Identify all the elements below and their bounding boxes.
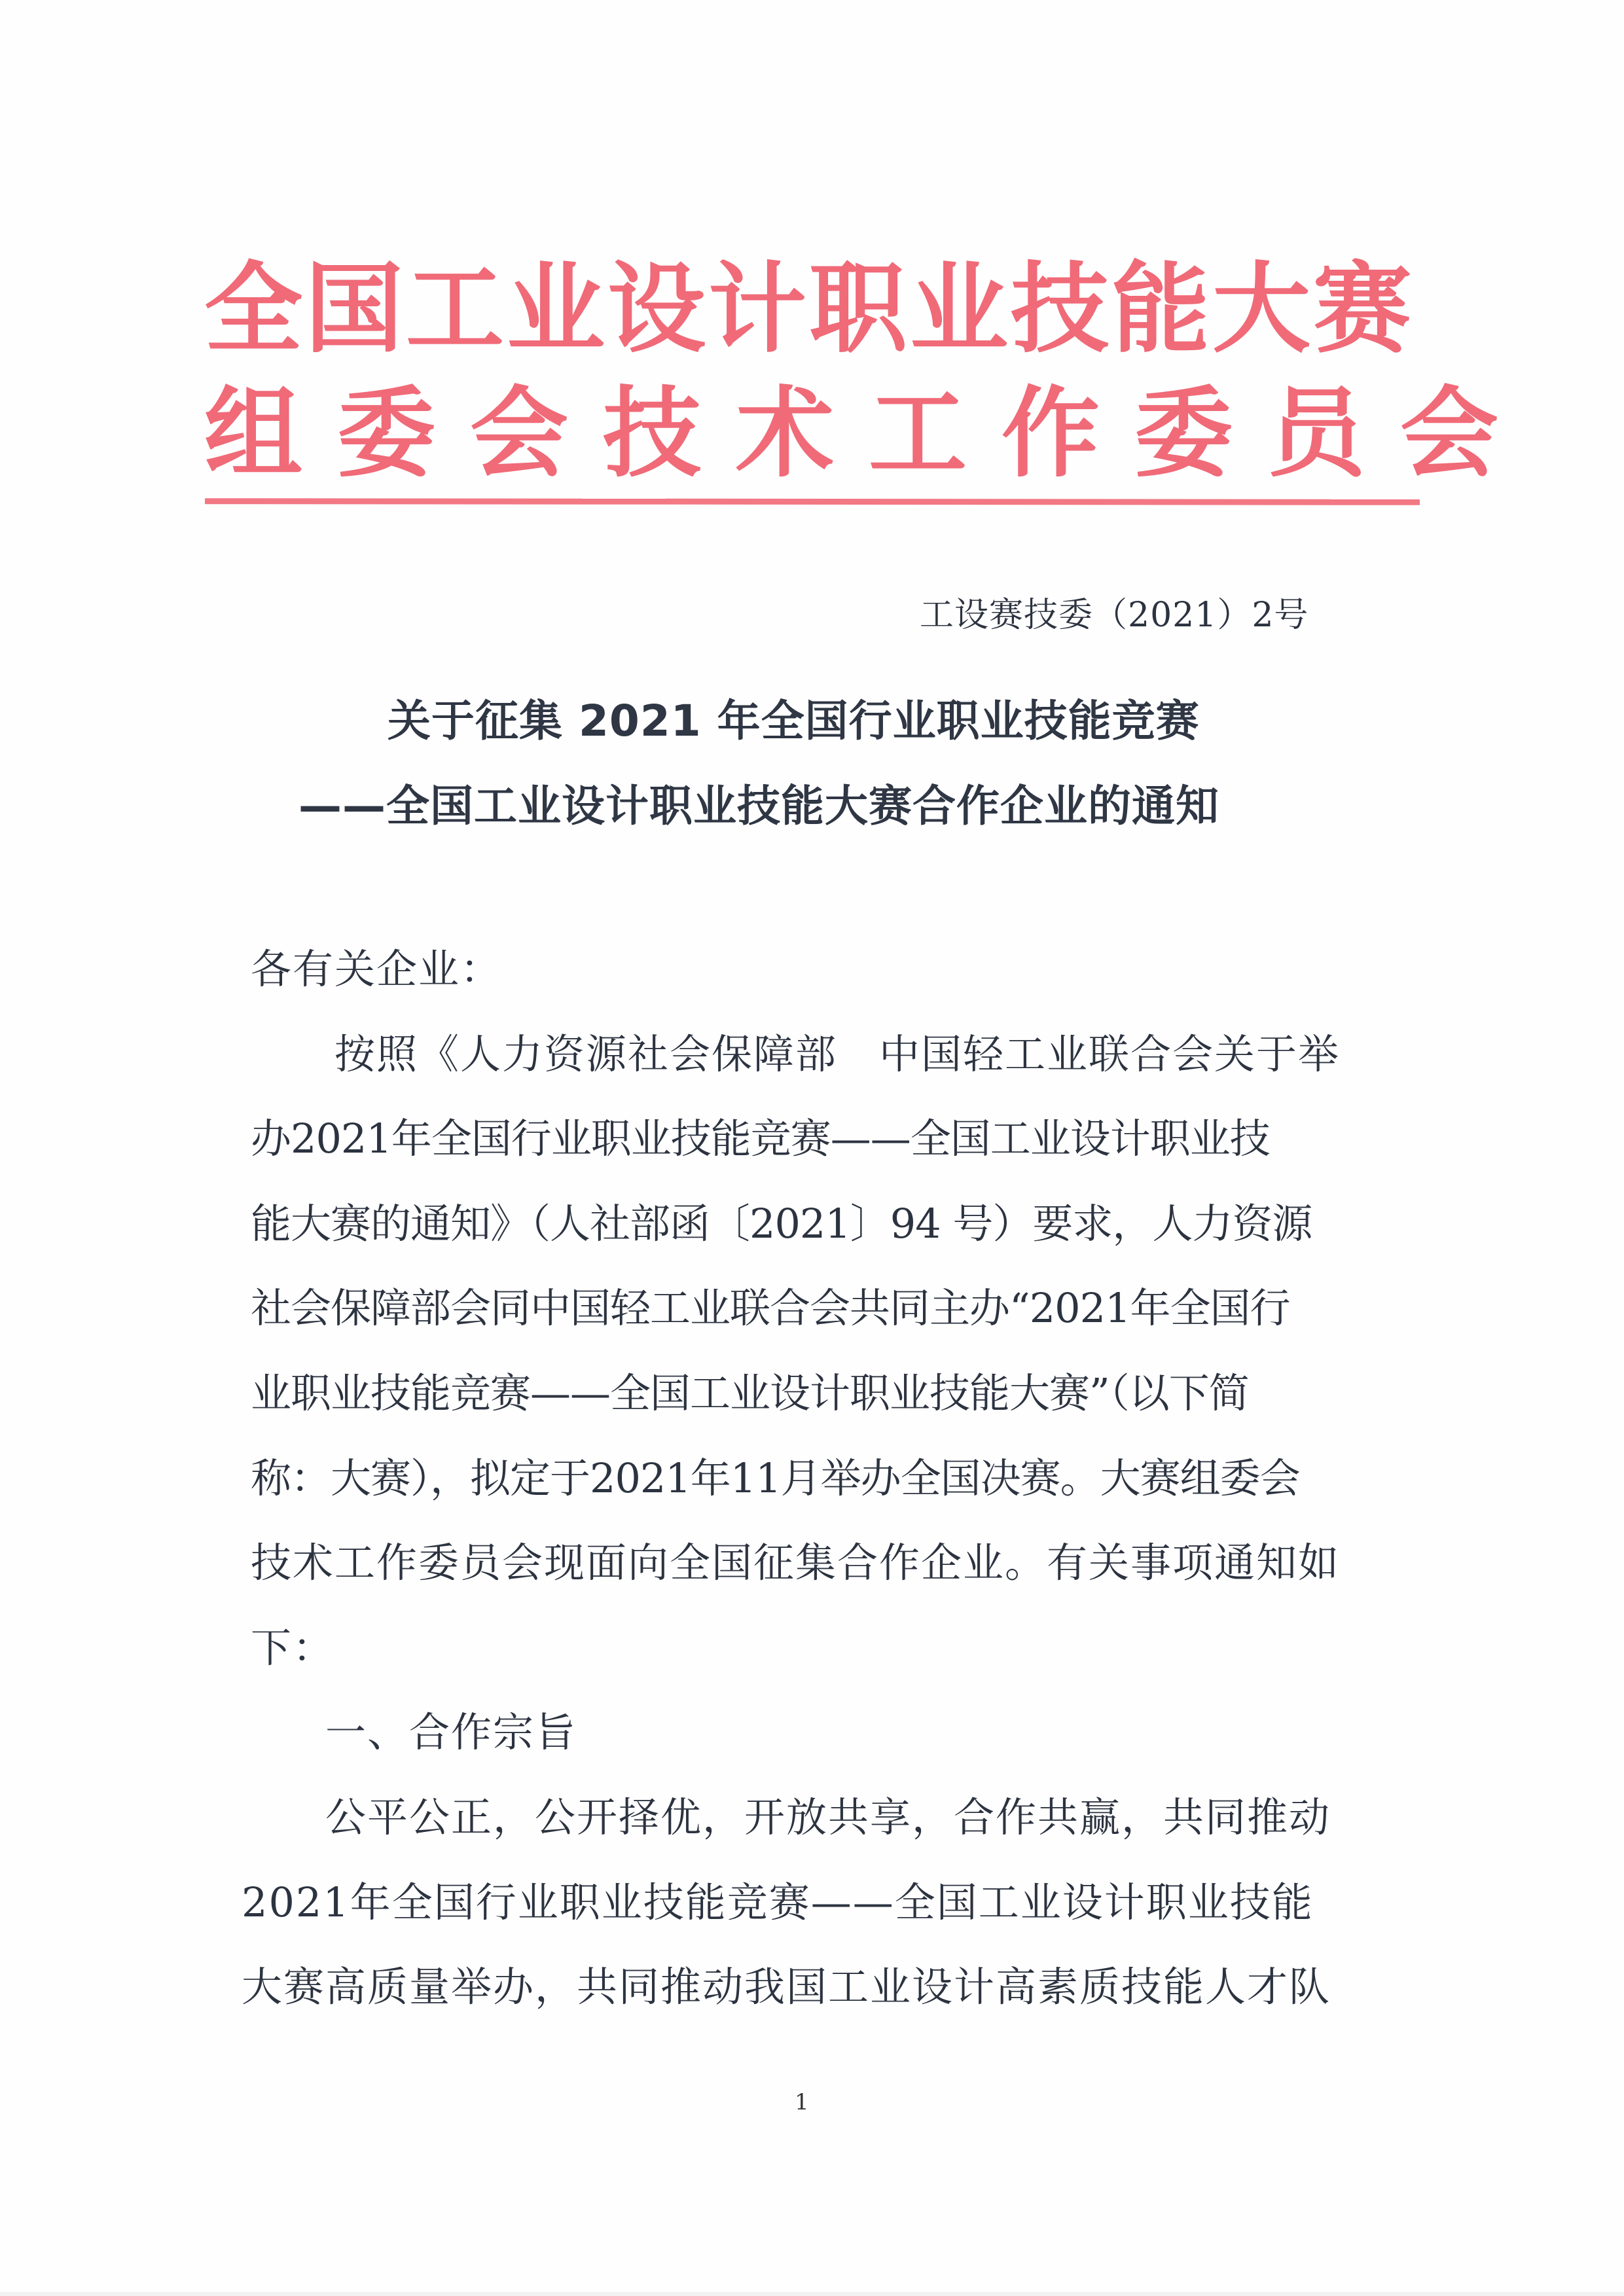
body-line: 大赛高质量举办，共同推动我国工业设计高素质技能人才队 — [242, 1963, 1331, 2011]
document-number: 工设赛技委（2021）2号 — [920, 596, 1309, 635]
notice-title-line-1: 关于征集 2021 年全国行业职业技能竞赛 — [388, 696, 1200, 746]
page-number: 1 — [795, 2089, 809, 2115]
body-line: 2021年全国行业职业技能竞赛——全国工业设计职业技能 — [242, 1878, 1314, 1926]
body-line: 能大赛的通知》（人社部函〔2021〕94 号）要求，人力资源 — [251, 1199, 1312, 1247]
letterhead-line-2: 组委会技术工作委员会 — [204, 377, 1534, 491]
section-heading: 一、合作宗旨 — [325, 1708, 577, 1757]
notice-body — [242, 941, 1377, 2044]
body-line: 办2021年全国行业职业技能竞赛——全国工业设计职业技 — [251, 1115, 1270, 1163]
body-line: 称：大赛），拟定于2021年11月举办全国决赛。大赛组委会 — [251, 1454, 1300, 1502]
body-line: 按照《人力资源社会保障部 中国轻工业联合会关于举 — [334, 1030, 1341, 1078]
salutation: 各有关企业： — [251, 945, 503, 993]
body-line: 下： — [251, 1623, 335, 1672]
body-line: 业职业技能竞赛——全国工业设计职业技能大赛”（以下简 — [251, 1369, 1249, 1417]
body-line: 社会保障部会同中国轻工业联合会共同主办“2021年全国行 — [251, 1284, 1290, 1333]
letterhead-line-1: 全国工业设计职业技能大赛 — [204, 253, 1415, 367]
letterhead-red-rule — [205, 498, 1420, 505]
body-line: 公平公正，公开择优，开放共享，合作共赢，共同推动 — [325, 1793, 1331, 1841]
body-line: 技术工作委员会现面向全国征集合作企业。有关事项通知如 — [251, 1539, 1341, 1587]
scan-edge — [0, 2292, 1624, 2296]
notice-title-line-2: ——全国工业设计职业技能大赛合作企业的通知 — [298, 781, 1219, 831]
